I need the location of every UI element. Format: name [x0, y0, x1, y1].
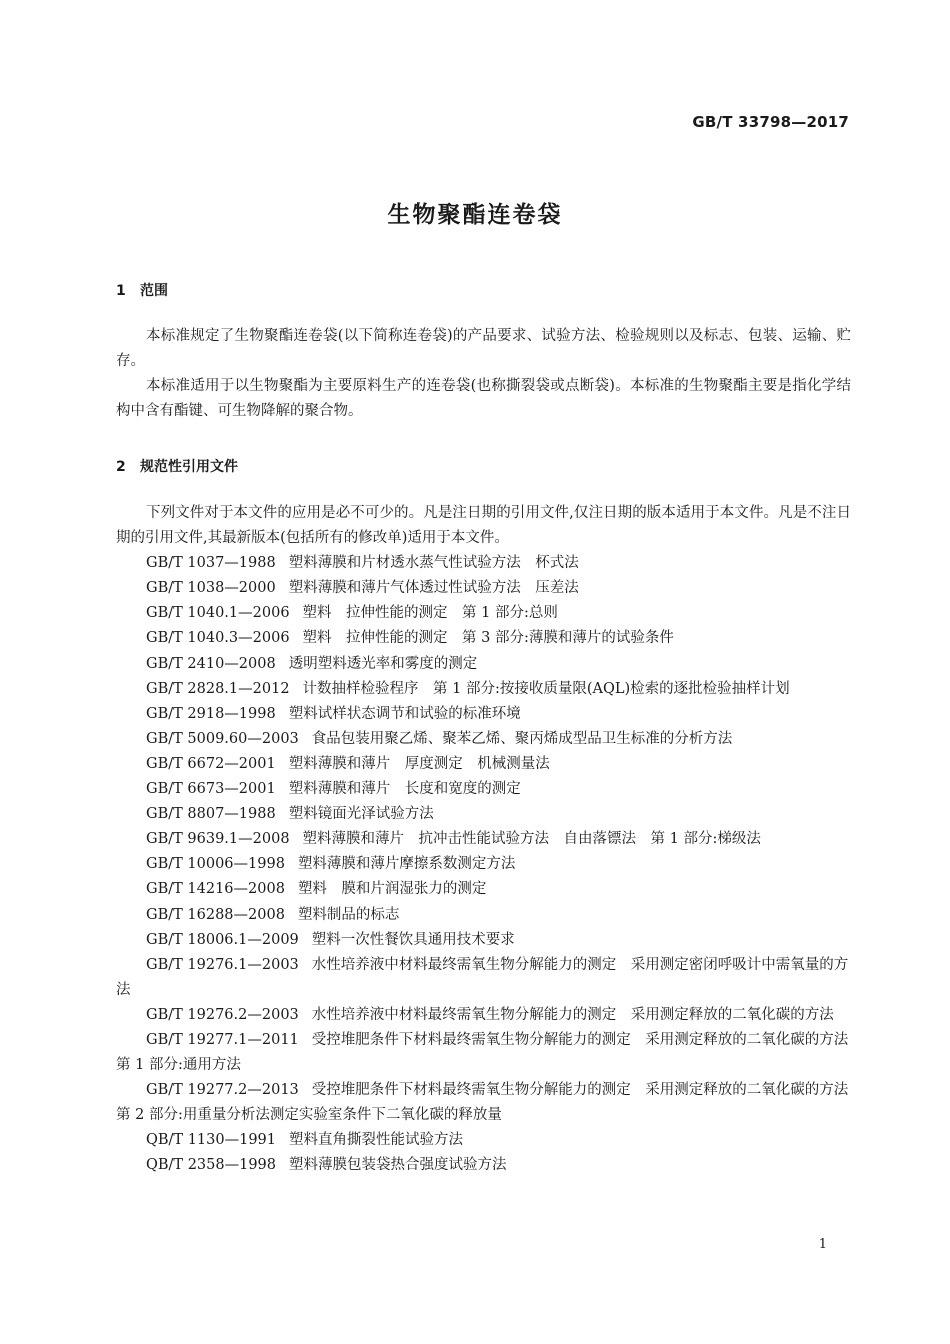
reference-item	[116, 727, 851, 752]
paragraph: 下列文件对于本文件的应用是必不可少的。凡是注日期的引用文件,仅注日期的版本适用于本文件。凡是不注日期的引用文件,其最新版本(包括所有的修改单)适用于本文件。	[116, 505, 851, 547]
paragraph: 本标准适用于以生物聚酯为主要原料生产的连卷袋(也称撕裂袋或点断袋)。本标准的生物聚酯主要是指化学结构中含有酯键、可生物降解的聚合物。	[116, 378, 851, 420]
reference-title: 塑料镜面光泽试验方法	[288, 806, 434, 823]
reference-code: GB/T 9639.1—2008	[146, 831, 290, 848]
reference-code: GB/T 14216—2008	[146, 881, 285, 898]
reference-item	[116, 652, 851, 677]
reference-item	[116, 877, 851, 902]
reference-item	[116, 626, 851, 651]
reference-code: GB/T 18006.1—2009	[146, 931, 299, 948]
reference-item	[116, 1078, 863, 1128]
reference-title: 塑料 膜和片润湿张力的测定	[297, 881, 487, 898]
reference-code: GB/T 6673—2001	[146, 781, 276, 798]
section-1-body	[116, 324, 851, 424]
reference-title: 塑料薄膜和薄片 厚度测定 机械测量法	[288, 755, 550, 772]
reference-title: 塑料制品的标志	[297, 906, 400, 923]
reference-item	[116, 802, 851, 827]
reference-code: QB/T 2358—1998	[146, 1157, 277, 1174]
reference-item	[116, 677, 851, 702]
reference-item	[116, 752, 851, 777]
reference-item	[116, 702, 851, 727]
reference-title: 塑料薄膜和薄片 抗冲击性能试验方法 自由落镖法 第 1 部分:梯级法	[302, 831, 761, 848]
reference-code: GB/T 10006—1998	[146, 856, 285, 873]
section-2-body	[116, 501, 863, 1179]
reference-code: GB/T 2918—1998	[146, 705, 276, 722]
reference-title: 塑料薄膜和薄片气体透过性试验方法 压差法	[288, 580, 579, 597]
reference-title: 塑料薄膜和薄片 长度和宽度的测定	[288, 781, 521, 798]
reference-title: 水性培养液中材料最终需氧生物分解能力的测定 采用测定释放的二氧化碳的方法	[311, 1006, 834, 1023]
reference-item	[116, 852, 851, 877]
reference-code: GB/T 2828.1—2012	[146, 680, 290, 697]
reference-title: 受控堆肥条件下材料最终需氧生物分解能力的测定 采用测定释放的二氧化碳的方法 第 1 部分:通用方法	[116, 1031, 863, 1074]
section-number: 1	[116, 283, 126, 299]
reference-code: GB/T 1040.3—2006	[146, 630, 290, 647]
document-title: 生物聚酯连卷袋	[387, 202, 563, 228]
reference-title: 塑料薄膜和片材透水蒸气性试验方法 杯式法	[288, 555, 579, 572]
reference-code: GB/T 19277.2—2013	[146, 1082, 299, 1099]
reference-title: 受控堆肥条件下材料最终需氧生物分解能力的测定 采用测定释放的二氧化碳的方法 第 2 部分:用重量分析法测定实验室条件下二氧化碳的释放量	[116, 1082, 863, 1124]
reference-code: GB/T 1040.1—2006	[146, 605, 290, 622]
reference-title: 透明塑料透光率和雾度的测定	[288, 655, 478, 672]
reference-code: GB/T 19276.1—2003	[146, 956, 299, 973]
reference-title: 塑料薄膜和薄片摩擦系数测定方法	[297, 856, 516, 873]
reference-title: 塑料直角撕裂性能试验方法	[289, 1132, 464, 1149]
section-number: 2	[116, 459, 126, 475]
reference-item	[116, 1153, 851, 1178]
reference-item	[116, 576, 851, 601]
reference-code: GB/T 19277.1—2011	[146, 1031, 299, 1048]
section-title: 规范性引用文件	[140, 459, 238, 475]
section-1-heading	[116, 280, 168, 300]
reference-code: GB/T 1038—2000	[146, 580, 276, 597]
reference-item	[116, 551, 851, 576]
reference-item	[116, 903, 851, 928]
reference-code: GB/T 1037—1988	[146, 555, 276, 572]
reference-item	[116, 1003, 851, 1028]
reference-title: 塑料薄膜包装袋热合强度试验方法	[289, 1157, 507, 1174]
reference-title: 食品包装用聚乙烯、聚苯乙烯、聚丙烯成型品卫生标准的分析方法	[311, 730, 733, 747]
reference-code: GB/T 6672—2001	[146, 755, 276, 772]
reference-item	[116, 953, 851, 1003]
reference-title: 水性培养液中材料最终需氧生物分解能力的测定 采用测定密闭呼吸计中需氧量的方法	[116, 956, 849, 998]
reference-item	[116, 928, 851, 953]
reference-item	[116, 1028, 863, 1078]
paragraph: 本标准规定了生物聚酯连卷袋(以下简称连卷袋)的产品要求、试验方法、检验规则以及标志、包装、运输、贮存。	[116, 328, 851, 370]
reference-code: GB/T 2410—2008	[146, 655, 276, 672]
reference-list	[116, 551, 863, 1178]
section-2-heading	[116, 456, 238, 476]
reference-code: QB/T 1130—1991	[146, 1132, 277, 1149]
reference-item	[116, 601, 851, 626]
page-number: 1	[818, 1237, 827, 1252]
section-title: 范围	[140, 283, 168, 299]
reference-title: 塑料一次性餐饮具通用技术要求	[311, 931, 515, 948]
standard-code: GB/T 33798—2017	[692, 113, 849, 131]
reference-code: GB/T 19276.2—2003	[146, 1006, 299, 1023]
reference-title: 塑料试样状态调节和试验的标准环境	[288, 705, 521, 722]
reference-title: 塑料 拉伸性能的测定 第 3 部分:薄膜和薄片的试验条件	[302, 630, 674, 647]
reference-title: 塑料 拉伸性能的测定 第 1 部分:总则	[302, 605, 558, 622]
reference-code: GB/T 8807—1988	[146, 806, 276, 823]
reference-code: GB/T 16288—2008	[146, 906, 285, 923]
reference-item	[116, 1128, 851, 1153]
reference-code: GB/T 5009.60—2003	[146, 730, 299, 747]
reference-title: 计数抽样检验程序 第 1 部分:按接收质量限(AQL)检索的逐批检验抽样计划	[302, 680, 790, 697]
reference-item	[116, 827, 851, 852]
reference-item	[116, 777, 851, 802]
